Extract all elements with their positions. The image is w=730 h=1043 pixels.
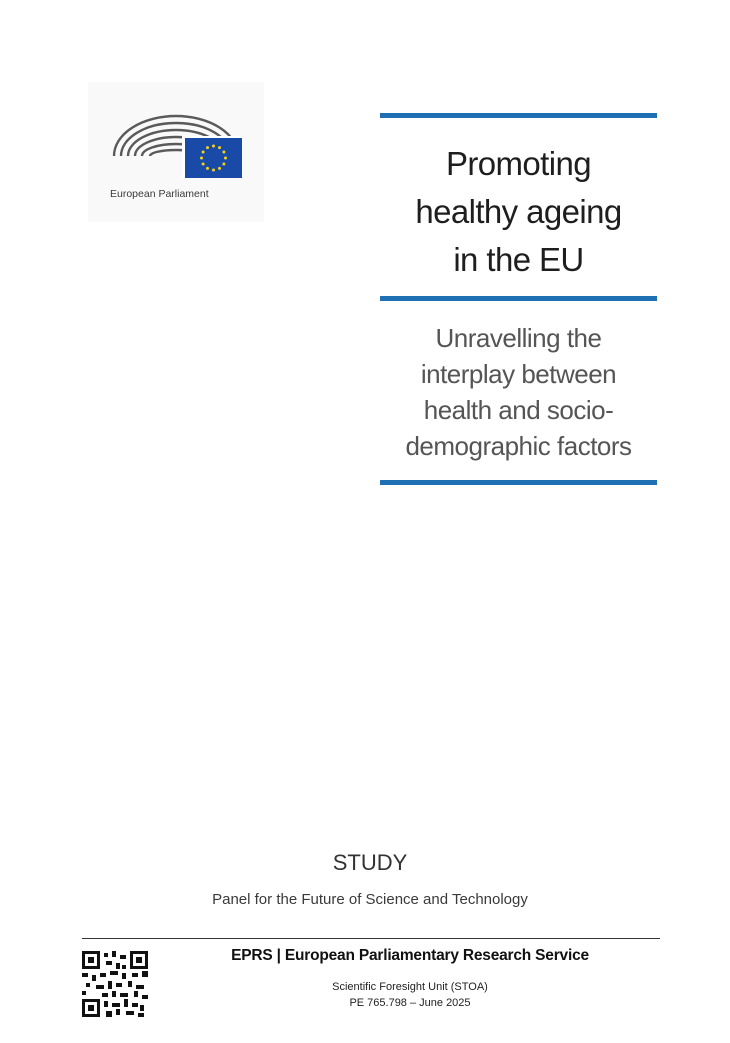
logo-caption: European Parliament [110,188,209,200]
eprs-service-name: EPRS | European Parliamentary Research Service [231,947,589,964]
footer-rule [82,938,660,939]
subtitle [380,320,657,464]
document-reference: PE 765.798 – June 2025 [349,997,471,1009]
title-line: Promoting [445,145,591,182]
unit-name: Scientific Foresight Unit (STOA) [332,981,488,993]
hemicycle-flag-icon [110,110,244,178]
subtitle-bottom-rule [380,480,657,485]
subtitle-line: Unravelling the [435,323,602,353]
subtitle-line: interplay between [420,359,617,389]
qr-code-icon [82,951,148,1017]
title-bottom-rule [380,296,657,301]
title-line: healthy ageing [415,193,622,230]
document-type: STUDY [332,850,408,875]
panel-name: Panel for the Future of Science and Technology [212,891,528,908]
subtitle-line: demographic factors [405,431,632,461]
page-title [380,140,657,284]
subtitle-line: health and socio- [423,395,614,425]
title-top-rule [380,113,657,118]
ep-logo [88,82,264,222]
title-line: in the EU [453,241,584,278]
